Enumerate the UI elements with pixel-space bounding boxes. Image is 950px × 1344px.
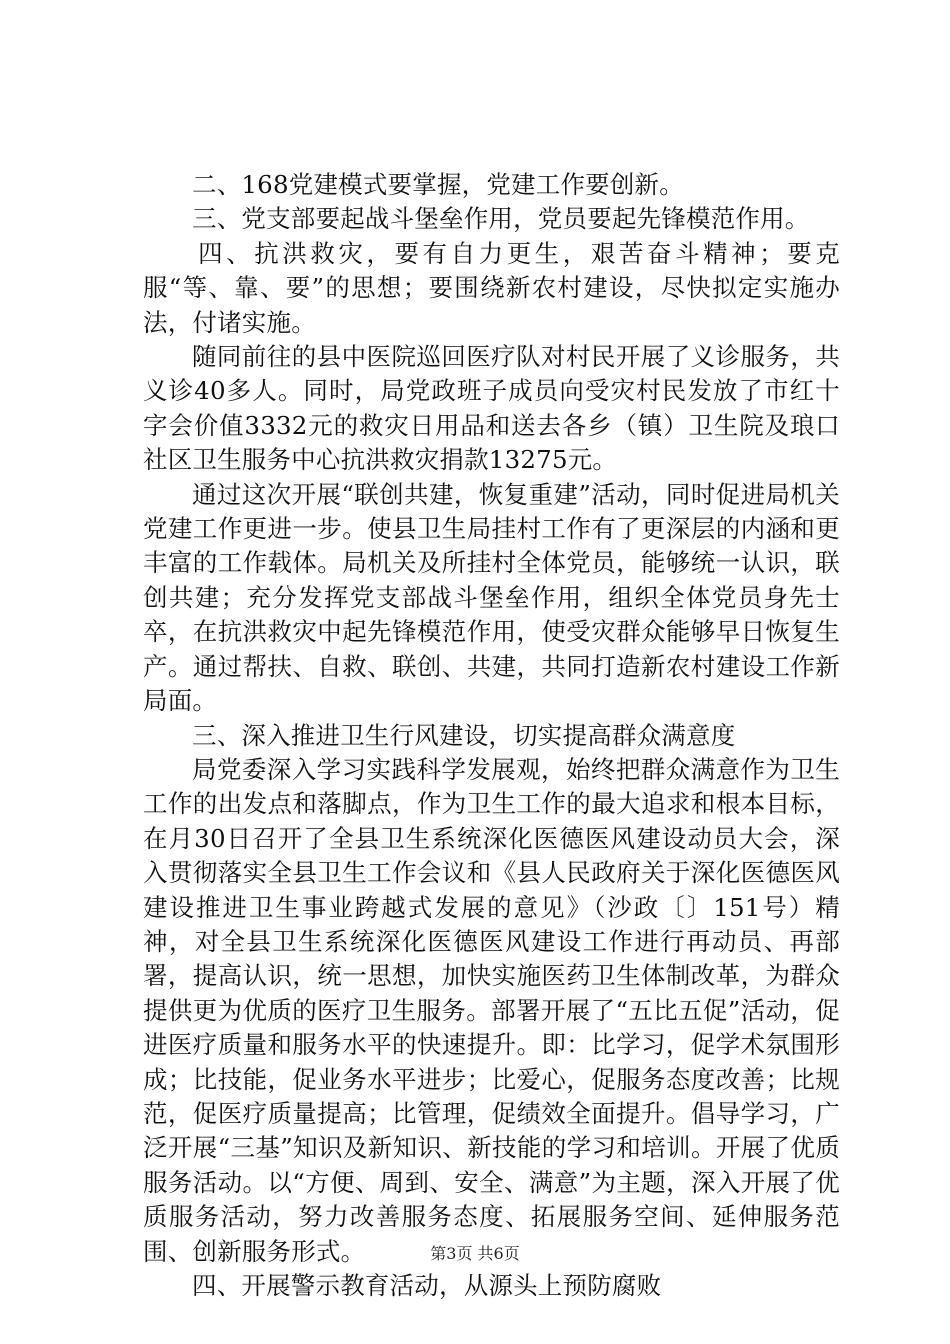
paragraph-6: 局党委深入学习实践科学发展观，始终把群众满意作为卫生工作的出发点和落脚点，作为卫生工作的最大追求和根本目标，在月30日召开了全县卫生系统深化医德医风建设动员大会，深入贯彻落实全县卫生工作会议和《县人民政府关于深化医德医风建设推进卫生事业跨越式发展的意见》（沙政〔〕151号）精神，对全县卫生系统深化医德医风建设工作进行再动员、再部署，提高认识，统一思想，加快实施医药卫生体制改革，为群众提供更为优质的医疗卫生服务。部署开展了“五比五促”活动，促进医疗质量和服务水平的快速提升。即：比学习，促学术氛围形成；比技能，促业务水平进步；比爱心，促服务态度改善；比规范，促医疗质量提高；比管理，促绩效全面提升。倡导学习，广泛开展“三基”知识及新知识、新技能的学习和培训。开展了优质服务活动。以“方便、周到、安全、满意”为主题，深入开展了优质服务活动，努力改善服务态度、拓展服务空间、延伸服务范围、创新服务形式。: [143, 754, 840, 1266]
page-number-footer: 第3页 共6页: [430, 1244, 520, 1263]
paragraph-5: 通过这次开展“联创共建，恢复重建”活动，同时促进局机关党建工作更进一步。使县卫生局挂村工作有了更深层的内涵和更丰富的工作载体。局机关及所挂村全体党员，能够统一认识，联创共建；充分发挥党支部战斗堡垒作用，组织全体党员身先士卒，在抗洪救灾中起先锋模范作用，使受灾群众能够早日恢复生产。通过帮扶、自救、联创、共建，共同打造新农村建设工作新局面。: [143, 479, 840, 716]
section-heading-3: 三、深入推进卫生行风建设，切实提高群众满意度: [192, 720, 736, 750]
paragraph-1: 二、168党建模式要掌握，党建工作要创新。: [192, 170, 684, 199]
paragraph-4: 随同前往的县中医院巡回医疗队对村民开展了义诊服务，共义诊40多人。同时，局党政班子成员向受灾村民发放了市红十字会价值3332元的救灾日用品和送去各乡（镇）卫生院及琅口社区卫生服务中心抗洪救灾捐款13275元。: [143, 342, 840, 475]
document-body: [143, 168, 840, 1303]
paragraph-2: 三、党支部要起战斗堡垒作用，党员要起先锋模范作用。: [192, 204, 810, 234]
section-heading-4: 四、开展警示教育活动，从源头上预防腐败: [192, 1271, 662, 1300]
paragraph-3: 四、抗洪救灾，要有自力更生，艰苦奋斗精神；要克服“等、靠、要”的思想；要围绕新农村建设，尽快拟定实施办法，付诸实施。: [143, 238, 840, 337]
